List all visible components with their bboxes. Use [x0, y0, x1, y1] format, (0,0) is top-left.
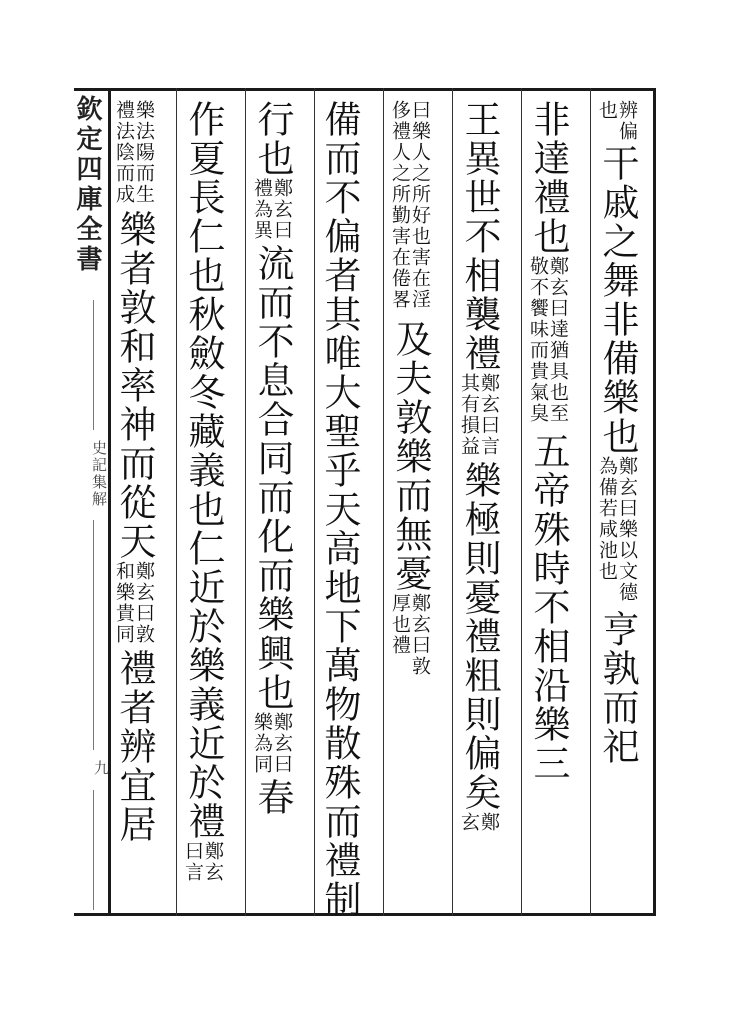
column-divider: [521, 88, 522, 916]
column-divider: [314, 88, 315, 916]
main-text: 五帝殊時不相沿樂三: [527, 432, 570, 783]
commentary-note: 鄭玄曰樂以文德為備若咸池也: [596, 456, 638, 603]
main-text: 流而不息合同而化而樂興也: [251, 244, 294, 712]
commentary-note: 鄭玄曰達猶具也至敬不饗味而貴氣臭: [527, 256, 569, 424]
text-column: [318, 100, 361, 919]
main-text: 備而不偏者其唯大聖乎天高地下萬物散殊而禮制: [318, 100, 361, 919]
column-divider: [590, 88, 591, 916]
column-divider: [383, 88, 384, 916]
commentary-note: 鄭玄: [458, 812, 500, 833]
margin-rule-upper: [93, 300, 94, 430]
text-column: [112, 100, 154, 908]
text-column: [457, 100, 499, 908]
commentary-note: 曰樂人之所好也害在淫侈禮人之所勤害在倦畧: [389, 100, 431, 310]
text-column: [526, 100, 568, 908]
commentary-note: 鄭玄曰樂為同: [251, 712, 293, 775]
main-text: 作夏長仁也秋斂冬藏義也仁近於樂義近於禮: [182, 100, 225, 841]
main-text: 禮者辨宜居: [113, 649, 156, 844]
commentary-note: 鄭玄曰敦和樂貴同: [113, 561, 155, 645]
column-divider: [176, 88, 177, 916]
text-column: [388, 100, 430, 908]
main-text: 樂者敦和率神而從天: [113, 210, 156, 561]
margin-book-title: 史記集解: [90, 440, 108, 508]
column-divider: [245, 88, 246, 916]
main-text: 樂極則憂禮粗則偏矣: [458, 461, 501, 812]
commentary-note: 鄭玄曰言: [182, 841, 224, 883]
main-text: 干戚之舞非備樂也: [596, 144, 639, 456]
margin-title: 欽定四庫全書: [72, 95, 102, 275]
main-text: 春: [251, 778, 294, 817]
margin-page-number: 九: [92, 760, 110, 775]
commentary-note: 鄭玄曰言其有損益: [458, 373, 500, 457]
margin-rule-middle: [93, 520, 94, 750]
commentary-note: 辨偏也: [596, 100, 638, 142]
text-column: [181, 100, 223, 908]
text-column: [250, 100, 292, 908]
commentary-note: 鄭玄曰敦厚也禮: [389, 593, 431, 677]
main-text: 非達禮也: [527, 100, 570, 256]
commentary-note: 樂法陽而生禮法陰而成: [113, 100, 155, 205]
column-divider: [452, 88, 453, 916]
main-text: 亨孰而祀: [596, 610, 639, 766]
text-column: [595, 100, 637, 908]
main-text: 王異世不相襲禮: [458, 100, 501, 373]
margin-rule-lower: [93, 790, 94, 910]
main-text: 及夫敦樂而無憂: [389, 320, 432, 593]
commentary-note: 鄭玄曰禮為異: [251, 178, 293, 241]
main-text: 行也: [251, 100, 294, 178]
